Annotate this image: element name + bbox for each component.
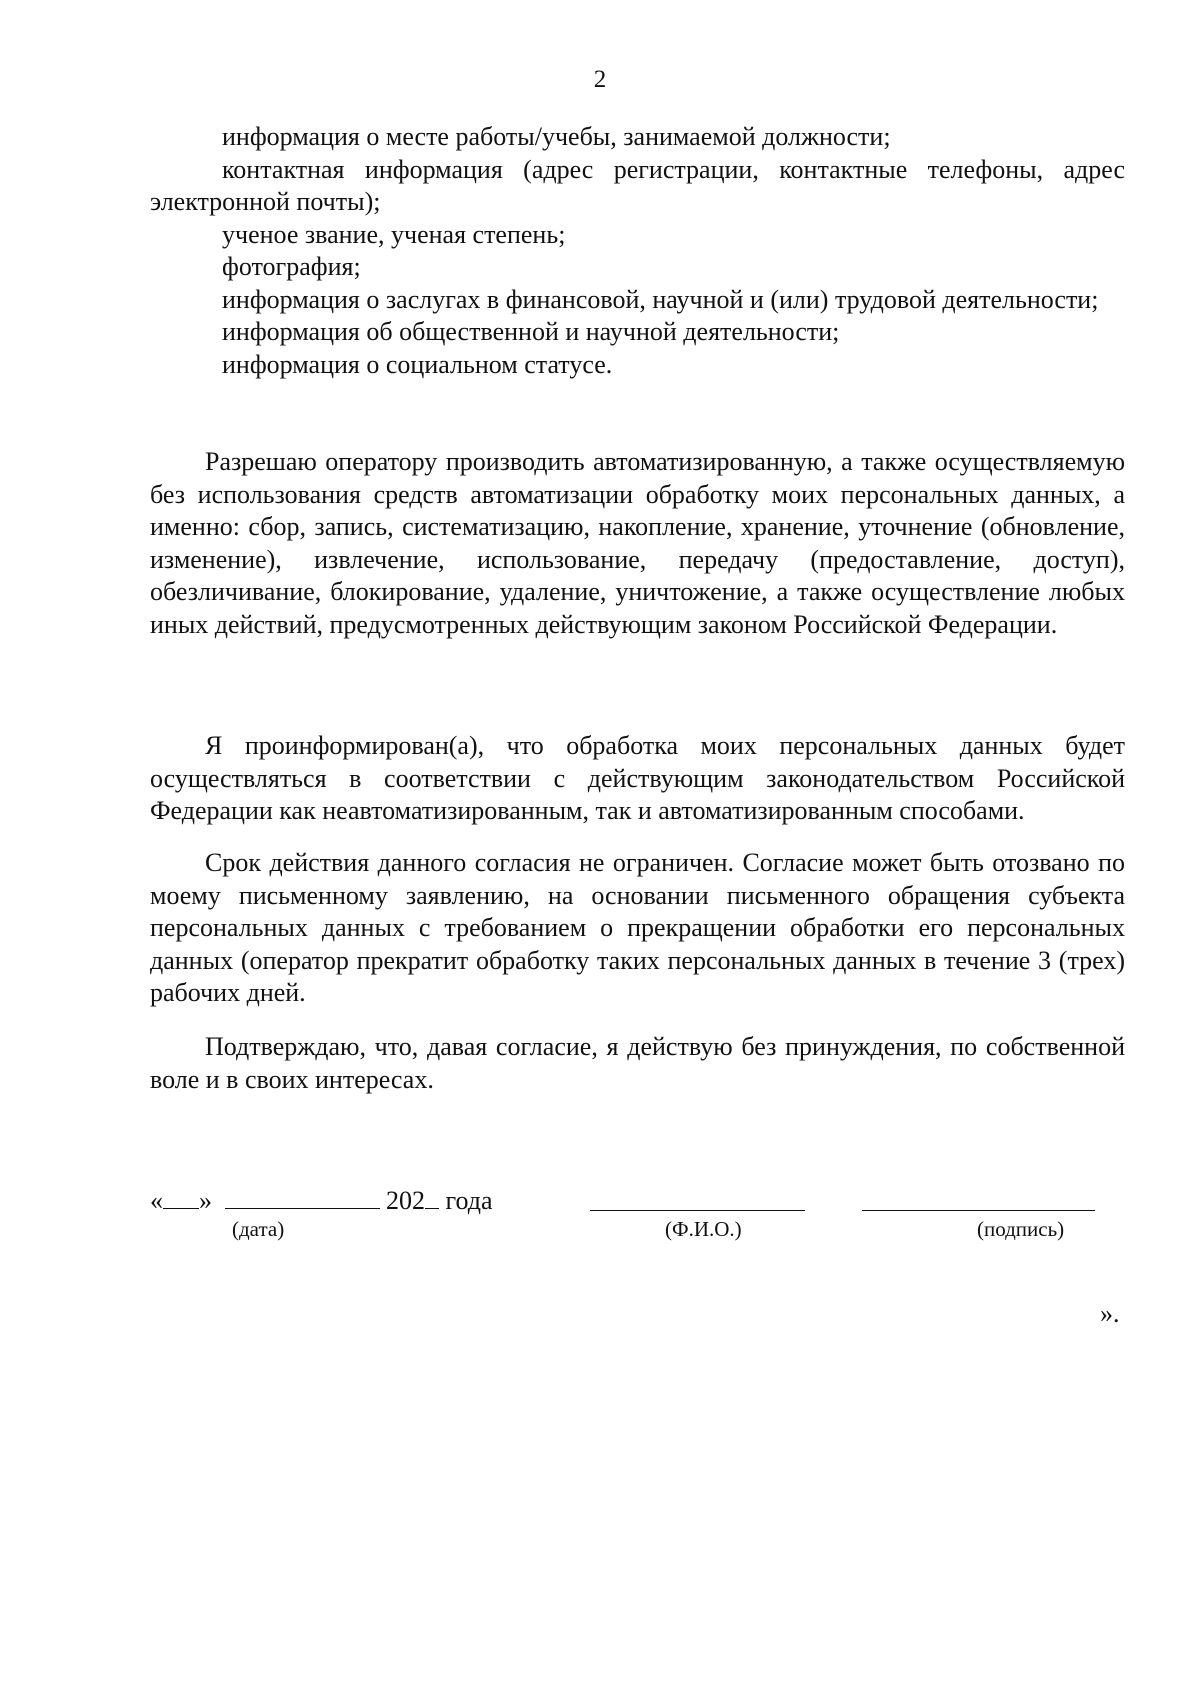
signature-caption: (подпись) <box>977 1217 1065 1241</box>
year-blank <box>425 1186 439 1209</box>
signature-block <box>150 1186 1125 1246</box>
consent-term-paragraph: Срок действия данного согласия не ограничен. Согласие может быть отозвано по моему письменному заявлению, на основании письменного обращения субъекта персональных данных с требованием о прекращении обработки его персональных данных (оператор прекратит обработку таких персональных данных в течение 3 (трех) рабочих дней. <box>150 848 1125 1007</box>
year-suffix: года <box>445 1186 493 1215</box>
closing-quote: ». <box>1100 1299 1120 1328</box>
list-item: информация о заслугах в финансовой, научной и (или) трудовой деятельности; <box>222 284 1099 314</box>
list-item: контактная информация (адрес регистрации, контактные телефоны, адрес электронной почты); <box>150 154 1125 216</box>
informed-paragraph: Я проинформирован(а), что обработка моих персональных данных будет осуществляться в соответствии с действующим законодательством Российской Федерации как неавтоматизированным, так и автоматизированным способами. <box>150 731 1125 825</box>
date-caption: (дата) <box>232 1217 285 1241</box>
list-item: информация о месте работы/учебы, занимаемой должности; <box>222 122 891 151</box>
processing-permission-paragraph: Разрешаю оператору производить автоматизированную, а также осуществляемую без использования средств автоматизации обработку моих персональных данных, а именно: сбор, запись, систематизацию, накопление, хранение, уточнение (обновление, изменение), извлечение, использование, передачу (предоставление, доступ), обезличивание, блокирование, удаление, уничтожение, а также осуществление любых иных действий, предусмотренных действующим законом Российской Федерации. <box>150 447 1125 639</box>
list-item: ученое звание, ученая степень; <box>222 219 566 249</box>
voluntary-confirmation-paragraph: Подтверждаю, что, давая согласие, я действую без принуждения, по собственной воле и в своих интересах. <box>150 1032 1125 1094</box>
month-blank <box>225 1186 380 1209</box>
list-item: информация об общественной и научной деятельности; <box>222 317 840 346</box>
date-field <box>150 1186 493 1216</box>
day-blank <box>163 1186 199 1209</box>
list-item: фотография; <box>222 252 361 281</box>
page-number: 2 <box>593 66 607 93</box>
quote-open: « <box>150 1186 163 1215</box>
signature-line <box>862 1210 1095 1211</box>
year-prefix: 202 <box>386 1186 425 1215</box>
list-item: информация о социальном статусе. <box>222 349 613 379</box>
quote-close: » <box>199 1186 212 1215</box>
personal-data-list <box>150 121 1125 381</box>
fio-line <box>590 1210 805 1211</box>
fio-caption: (Ф.И.О.) <box>665 1217 742 1241</box>
